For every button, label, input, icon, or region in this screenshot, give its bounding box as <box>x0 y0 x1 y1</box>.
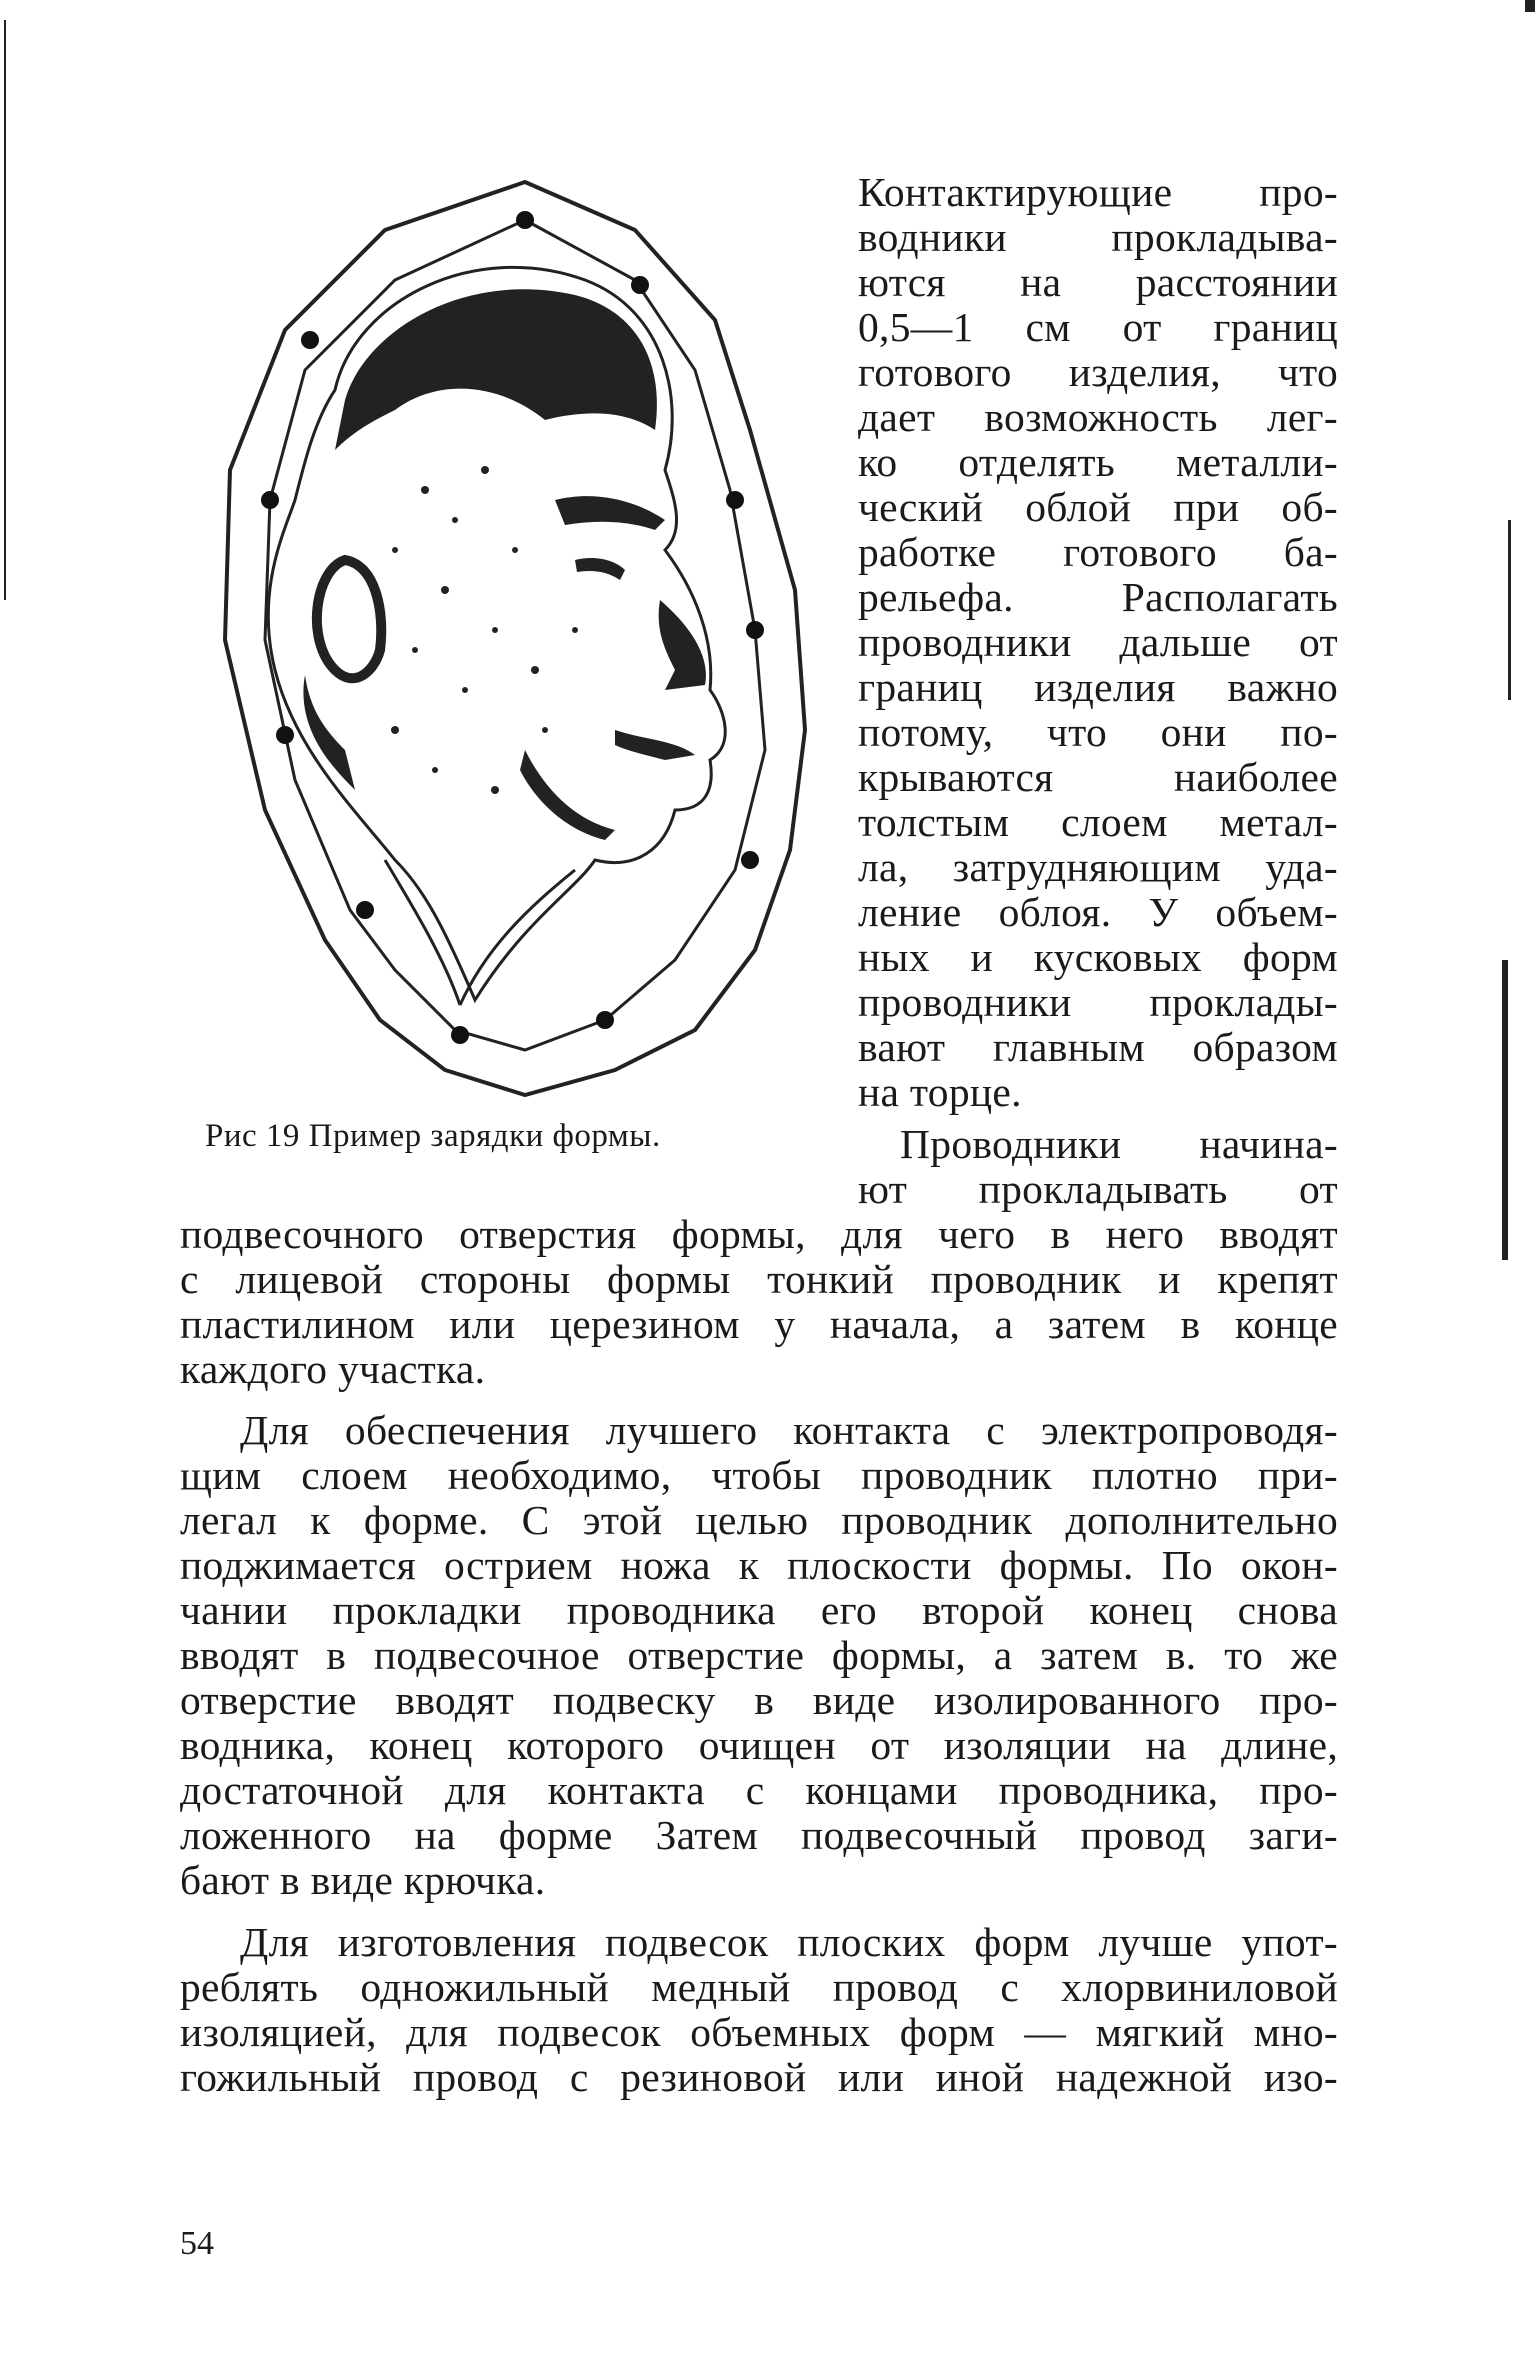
text-line: поджимается острием ножа к плоскости формы. По окон- <box>180 1542 1338 1588</box>
scan-edge-line <box>4 20 6 600</box>
text-line: бают в виде крючка. <box>180 1857 546 1903</box>
text-line: ко отделять металли- <box>858 439 1338 485</box>
text-line: готового изделия, что <box>858 349 1338 395</box>
text-line: ческий облой при об- <box>858 484 1338 530</box>
text-line: проводники проклады- <box>858 979 1338 1025</box>
text-line: на торце. <box>858 1069 1022 1115</box>
text-line: проводники дальше от <box>858 619 1338 665</box>
text-line: ются на расстоянии <box>858 259 1338 305</box>
scan-mark-right-2 <box>1502 960 1508 1260</box>
text-line: Для обеспечения лучшего контакта с электропроводя- <box>240 1407 1338 1453</box>
text-line: чании прокладки проводника его второй конец снова <box>180 1587 1338 1633</box>
scan-mark-corner <box>1525 0 1535 12</box>
page-number: 54 <box>180 2225 214 2262</box>
text-line: с лицевой стороны формы тонкий проводник и крепят <box>180 1256 1338 1302</box>
text-line: 0,5—1 см от границ <box>858 304 1338 350</box>
text-line: реблять одножильный медный провод с хлорвиниловой <box>180 1964 1338 2010</box>
text-line: Проводники начина- <box>900 1121 1338 1167</box>
text-line: гожильный провод с резиновой или иной надежной изо- <box>180 2054 1338 2100</box>
text-line: потому, что они по- <box>858 709 1338 755</box>
text-line: щим слоем необходимо, чтобы проводник плотно при- <box>180 1452 1338 1498</box>
text-line: каждого участка. <box>180 1346 486 1392</box>
text-line: водника, конец которого очищен от изоляции на длине, <box>180 1722 1338 1768</box>
text-line: границ изделия важно <box>858 664 1338 710</box>
text-line: изоляцией, для подвесок объемных форм — мягкий мно- <box>180 2009 1338 2055</box>
text-line: ных и кусковых форм <box>858 934 1338 980</box>
text-line: крываются наиболее <box>858 754 1338 800</box>
text-line: рельефа. Располагать <box>858 574 1338 620</box>
scan-mark-right-1 <box>1508 520 1511 700</box>
text-line: работке готового ба- <box>858 529 1338 575</box>
text-line: водники прокладыва- <box>858 214 1338 260</box>
text-line: легал к форме. С этой целью проводник дополнительно <box>180 1497 1338 1543</box>
portrait-figure <box>195 170 835 1110</box>
text-line: Контактирующие про- <box>858 169 1338 215</box>
text-line: ла, затрудняющим уда- <box>858 844 1338 890</box>
figure-caption: Рис 19 Пример зарядки формы. <box>205 1118 661 1154</box>
text-line: вводят в подвесочное отверстие формы, а затем в. то же <box>180 1632 1338 1678</box>
text-line: подвесочного отверстия формы, для чего в него вводят <box>180 1211 1338 1257</box>
text-line: Для изготовления подвесок плоских форм лучше упот- <box>240 1919 1338 1965</box>
text-line: пластилином или церезином у начала, а затем в конце <box>180 1301 1338 1347</box>
text-line: ложенного на форме Затем подвесочный провод заги- <box>180 1812 1338 1858</box>
text-line: толстым слоем метал- <box>858 799 1338 845</box>
text-line: достаточной для контакта с концами проводника, про- <box>180 1767 1338 1813</box>
text-line: ление облоя. У объем- <box>858 889 1338 935</box>
text-line: дает возможность лег- <box>858 394 1338 440</box>
text-line: отверстие вводят подвеску в виде изолированного про- <box>180 1677 1338 1723</box>
text-line: вают главным образом <box>858 1024 1338 1070</box>
text-line: ют прокладывать от <box>858 1166 1338 1212</box>
